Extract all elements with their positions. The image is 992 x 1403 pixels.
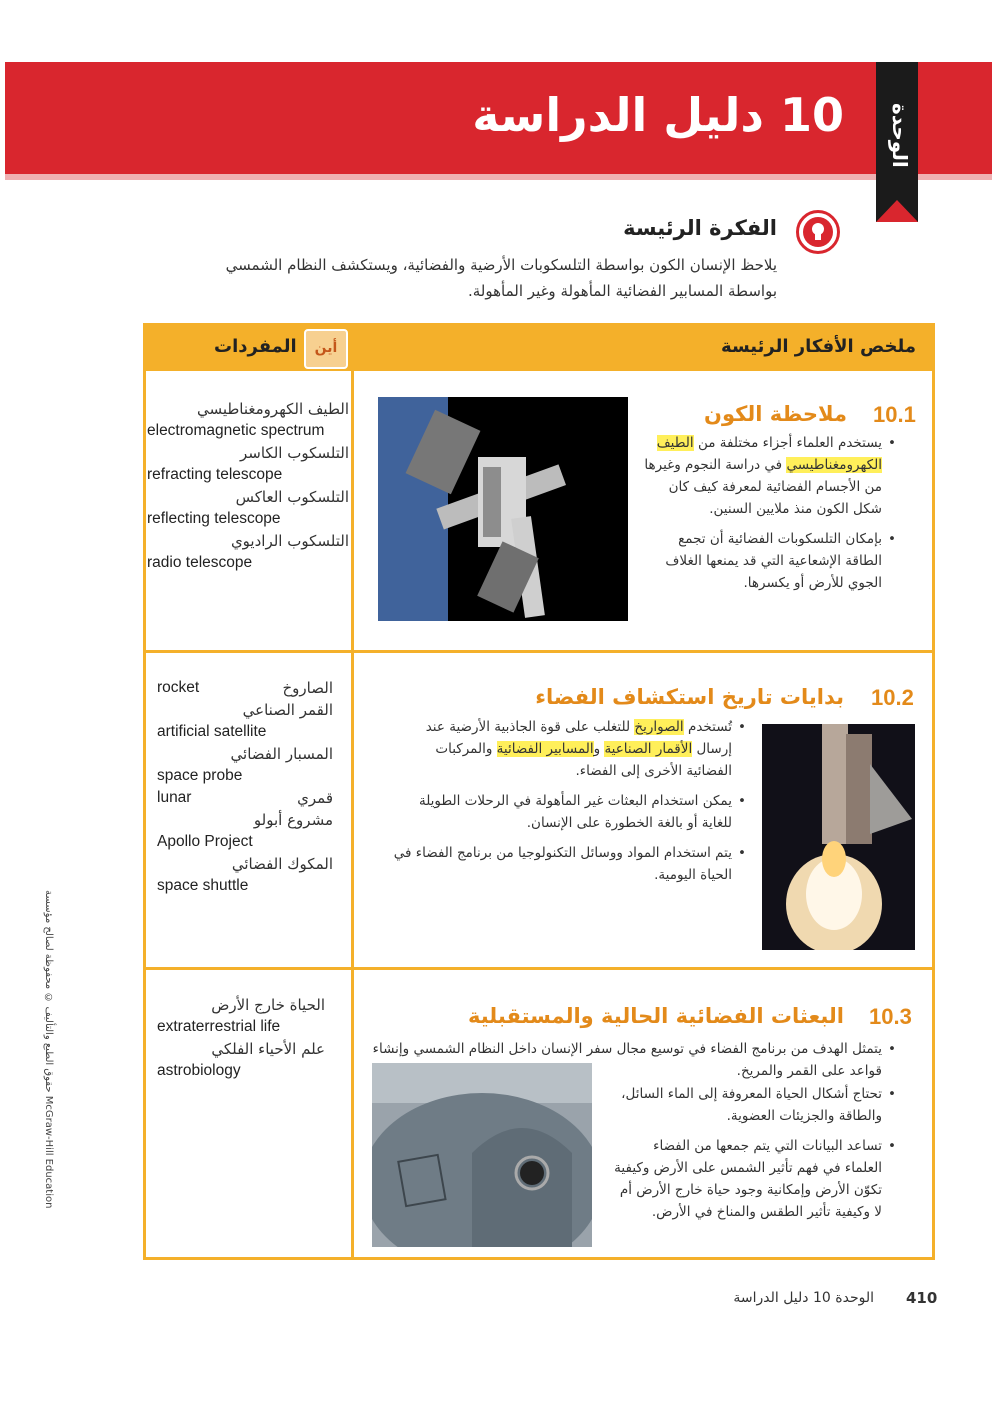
page-number: 410	[906, 1289, 938, 1307]
vocab-term-en: radio telescope	[147, 554, 253, 571]
vocab-term-ar: الطيف الكهرومغناطيسي	[196, 400, 349, 418]
vocab-list	[147, 398, 349, 574]
unit-tab-notch	[876, 200, 918, 222]
vocab-term-ar: التلسكوب الراديوي	[230, 532, 349, 550]
vocab-term-en: lunar	[157, 789, 192, 806]
vocab-list	[157, 677, 333, 897]
vocab-term-ar: التلسكوب العاكس	[235, 488, 349, 506]
footer-unit-label: الوحدة 10 دليل الدراسة	[733, 1290, 874, 1306]
vocab-row	[157, 787, 333, 809]
section-number: 10.1	[873, 402, 916, 427]
copyright-credit: حقوق الطبع والتأليف © محفوظة لصالح مؤسسة McGraw-Hill Education	[43, 890, 54, 1209]
column-divider	[351, 371, 354, 1259]
vocabulary-badge-icon: أين	[304, 329, 348, 369]
bullet-item: • يتم استخدام المواد ووسائل التكنولوجيا من برنامج الفضاء في الحياة اليومية.	[390, 842, 746, 886]
bullet-item: • تساعد البيانات التي يتم جمعها من الفضاء العلماء في فهم تأثير الشمس على الأرض وكيفية تكوّن الأرض وإمكانية وجود حياة خارج الأرض أم لا وكيفية تأثير الطقس والمناخ في الأرض.	[612, 1135, 896, 1223]
lightbulb-icon	[803, 217, 833, 247]
inflatable-habitat-photo	[372, 1063, 592, 1247]
vocab-term-ar: الحياة خارج الأرض	[211, 996, 325, 1014]
vocab-term-ar: المكوك الفضائي	[231, 855, 333, 873]
row-divider-1	[143, 650, 935, 653]
section-title: بدايات تاريخ استكشاف الفضاء	[535, 685, 844, 709]
vocab-term-ar: المسبار الفضائي	[230, 745, 333, 763]
vocab-term-en: Apollo Project	[157, 833, 253, 850]
row-divider-2	[143, 967, 935, 970]
bullet-item: • يمكن استخدام البعثات غير المأهولة في الرحلات الطويلة للغاية أو بالغة الخطورة على الإنسان.	[390, 790, 746, 834]
vocab-list	[157, 994, 325, 1082]
vocab-term-en: reflecting telescope	[147, 510, 281, 527]
vocab-term-ar: التلسكوب الكاسر	[240, 444, 349, 462]
big-idea-text: يلاحظ الإنسان الكون بواسطة التلسكوبات الأرضية والفضائية، ويستكشف النظام الشمسي بواسطة المسابير الفضائية المأهولة وغير المأهولة.	[225, 256, 777, 300]
vocab-term-en: artificial satellite	[157, 723, 267, 740]
vocab-term-en: rocket	[157, 679, 200, 696]
rocket-launch-photo	[762, 724, 915, 950]
section-bullets	[390, 716, 746, 894]
vocab-term-ar: الصاروخ	[282, 679, 333, 697]
section-bullets	[640, 432, 896, 602]
section-number: 10.3	[869, 1004, 912, 1029]
vocab-term-en: extraterrestrial life	[157, 1018, 281, 1035]
vocabulary-title: المفردات	[214, 336, 297, 357]
vocab-term-ar: القمر الصناعي	[242, 701, 333, 719]
vocab-term-en: astrobiology	[157, 1062, 241, 1079]
big-idea-title: الفكرة الرئيسة	[623, 216, 777, 240]
vocab-term-en: space shuttle	[157, 877, 249, 894]
vocab-term-ar: مشروع أبولو	[253, 811, 333, 829]
vocab-term-en: refracting telescope	[147, 466, 283, 483]
section-title: ملاحظة الكون	[704, 402, 847, 426]
vocab-term-en: space probe	[157, 767, 243, 784]
section-number: 10.2	[871, 685, 914, 710]
bullet-item: • بإمكان التلسكوبات الفضائية أن تجمع الطاقة الإشعاعية التي قد يمنعها الغلاف الجوي للأرض أو يكسرها.	[640, 528, 896, 594]
bullet-item: • يتمثل الهدف من برنامج الفضاء في توسيع مجال سفر الإنسان داخل النظام الشمسي وإنشاء قواعد على القمر والمريخ.	[370, 1038, 896, 1082]
bullet-item: • تُستخدم الصواريخ للتغلب على قوة الجاذبية الأرضية عند إرسال الأقمار الصناعية والمسابير الفضائية والمركبات الفضائية الأخرى إلى الفضاء.	[390, 716, 746, 782]
vocab-row	[157, 677, 333, 699]
space-station-photo	[378, 397, 628, 621]
vocab-term-ar: علم الأحياء الفلكي	[211, 1040, 325, 1058]
section-title: البعثات الفضائية الحالية والمستقبلية	[468, 1004, 844, 1028]
vocab-term-en: electromagnetic spectrum	[147, 422, 325, 439]
summary-title: ملخص الأفكار الرئيسة	[721, 336, 916, 357]
header-divider	[5, 174, 992, 180]
bullet-item: • يستخدم العلماء أجزاء مختلفة من الطيف الكهرومغناطيسي في دراسة النجوم وغيرها من الأجسام الفضائية لمعرفة كيف كان شكل الكون منذ ملايين السنين.	[640, 432, 896, 520]
unit-tab-label: الوحدة	[888, 102, 912, 168]
vocab-term-ar: قمري	[297, 789, 333, 807]
bullet-item: • تحتاج أشكال الحياة المعروفة إلى الماء السائل، والطاقة والجزيئات العضوية.	[612, 1083, 896, 1127]
page-title: 10 دليل الدراسة	[472, 88, 844, 142]
section-bullets	[612, 1083, 896, 1231]
